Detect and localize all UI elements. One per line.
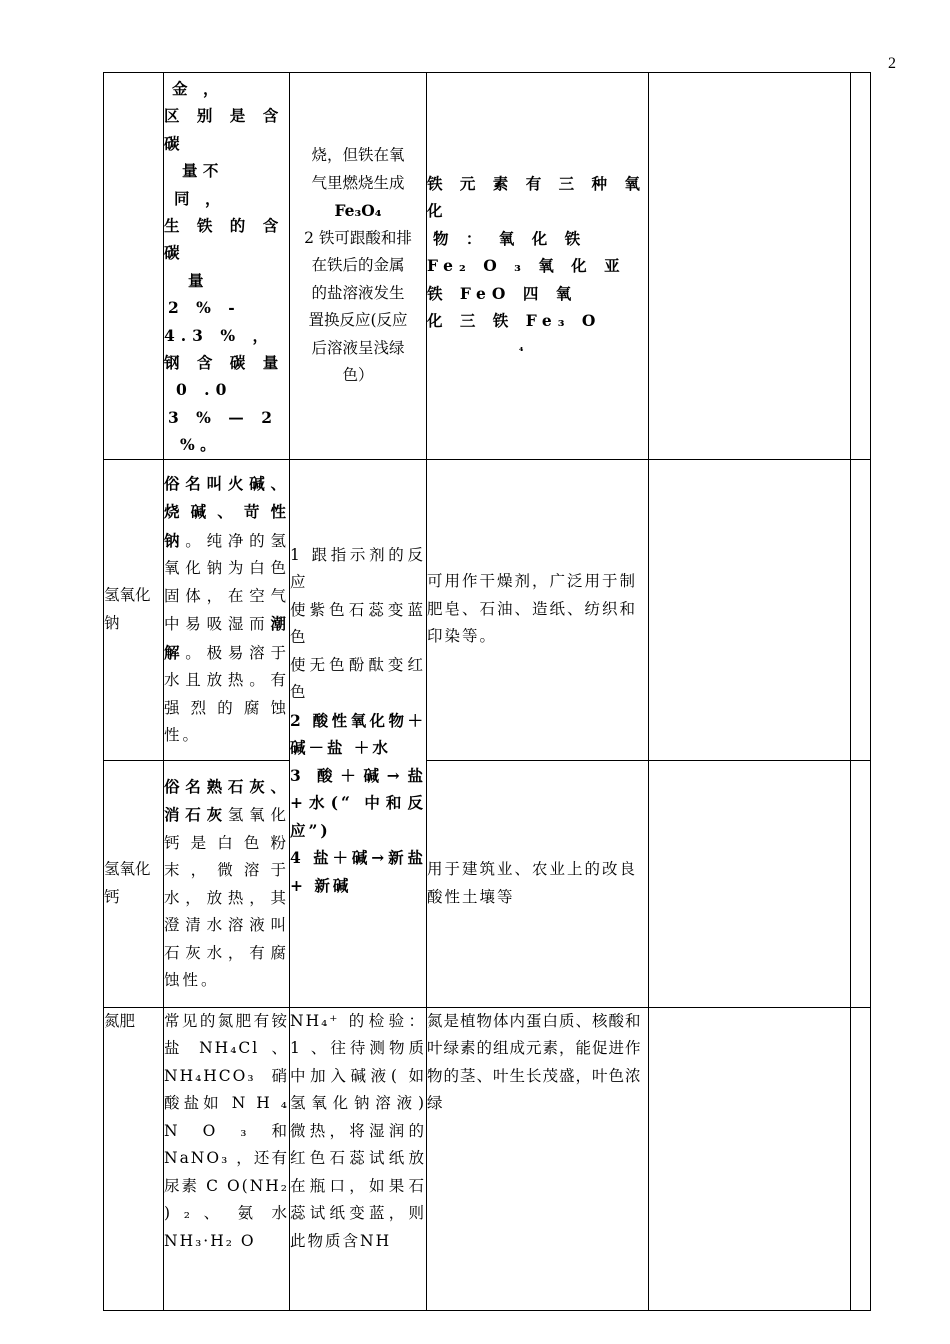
text-line: 4.3 % ，	[164, 325, 274, 345]
text-line: 化 三 铁 Fe₃ O	[427, 311, 602, 331]
cell-property-nitrogen: 常见的氮肥有铵盐 NH₄Cl 、NH₄HCO₃ 硝酸盐如 N H ₄ N O ₃ 和 NaNO₃ ，还有尿素 C O(NH₂ ) ₂ 、 氨 水 NH₃·H₂ O	[164, 1007, 290, 1310]
table-row-nitrogen	[104, 1007, 871, 1310]
cell-name-nitrogen: 氮肥	[104, 1007, 164, 1310]
cell-use-nitrogen: 氮是植物体内蛋白质、核酸和叶绿素的组成元素，能促进作物的茎、叶生长茂盛，叶色浓绿	[427, 1007, 649, 1310]
cell-margin-naoh	[851, 459, 871, 760]
text-line: 烧，但铁在氧	[311, 146, 405, 165]
text-line: 置换反应(反应	[308, 311, 408, 330]
text-line: 钢 含 碳 量	[164, 353, 285, 373]
cell-chem-nitrogen: NH₄⁺ 的检验：1 、往待测物质中加入碱液( 如氢氧化钠溶液) 微热，将湿润的红色石蕊试纸放在瓶口，如果石蕊试纸变蓝，则此物质含NH	[290, 1007, 427, 1310]
text-line: 1 跟指示剂的反应	[290, 545, 426, 592]
cell-note-naoh	[649, 459, 851, 760]
cell-note-iron	[649, 73, 851, 460]
text-line: ₄	[519, 342, 524, 354]
cell-chem-base	[290, 459, 427, 1007]
reference-table	[103, 72, 871, 1311]
page-number: 2	[888, 55, 896, 72]
text-line: 铁 元 素 有 三 种 氧 化	[427, 173, 646, 221]
text-line: 量 不	[182, 161, 219, 181]
cell-note-nitrogen	[649, 1007, 851, 1310]
cell-name-caoh: 氢氧化钙	[104, 760, 164, 1007]
emphasis-text: 潮解	[164, 614, 289, 662]
text-line: Fe₂ O ₃ 氧 化 亚	[427, 256, 626, 276]
cell-chem-iron	[290, 73, 427, 460]
text-line: 同 ，	[174, 188, 221, 208]
text-line: 在铁后的金属	[311, 256, 405, 275]
text-line: Fe₃O₄	[334, 201, 382, 221]
cell-margin-iron	[851, 73, 871, 460]
text-line: 物 ： 氧 化 铁	[433, 228, 587, 248]
table-row-iron	[104, 73, 871, 460]
text-line: 使紫色石蕊变蓝色	[290, 600, 426, 647]
property-text: 。纯净的氢氧化钠为白色固体，在空气中易吸湿而	[164, 531, 289, 634]
cell-property-naoh	[164, 459, 290, 760]
table-row-naoh	[104, 459, 871, 760]
alias-text: 俗名熟石灰、消石灰	[164, 776, 289, 825]
text-line: 金 ，	[172, 79, 219, 98]
cell-property-iron	[164, 73, 290, 460]
text-line: 气里燃烧生成	[311, 173, 405, 192]
cell-use-caoh: 用于建筑业、农业上的改良酸性土壤等	[427, 760, 649, 1007]
text-line: 区 别 是 含 碳	[164, 106, 285, 153]
text-line: 4 盐＋碱→新盐+ 新碱	[290, 848, 426, 895]
property-text: 氢氧化钙是白色粉末，微溶于水，放热，其澄清水溶液叫石灰水，有腐蚀性。	[164, 806, 289, 990]
cell-property-caoh	[164, 760, 290, 1007]
text-line: % 。	[180, 435, 216, 455]
text-line: 使无色酚酞变红色	[290, 655, 426, 702]
text-line: 2 % -	[168, 298, 241, 318]
text-line: 2 酸性氧化物＋碱－盐 ＋水	[290, 710, 426, 758]
cell-note-caoh	[649, 760, 851, 1007]
cell-margin-caoh	[851, 760, 871, 1007]
text-line: 3 % — 2	[168, 407, 278, 427]
cell-name-naoh: 氢氧化钠	[104, 459, 164, 760]
alias-text: 俗名叫火碱、烧碱、苛性钠	[164, 473, 289, 550]
cell-use-iron	[427, 73, 649, 460]
text-line: 生 铁 的 含 碳	[164, 216, 285, 263]
text-line: 2 铁可跟酸和排	[304, 228, 412, 247]
cell-name-iron	[104, 73, 164, 460]
property-text: 。极易溶于水且放热。有强烈的腐蚀性。	[164, 643, 289, 745]
text-line: 的盐溶液发生	[311, 283, 405, 302]
text-line: 0 .0	[176, 380, 233, 400]
text-line: 后溶液呈浅绿	[311, 338, 405, 357]
cell-margin-nitrogen	[851, 1007, 871, 1310]
text-line: 量	[188, 270, 204, 290]
text-line: 3 酸＋碱→盐+水(“ 中和反应”)	[290, 765, 426, 840]
cell-use-naoh: 可用作干燥剂，广泛用于制肥皂、石油、造纸、纺织和印染等。	[427, 459, 649, 760]
table-row-caoh	[104, 760, 871, 1007]
text-line: 色）	[342, 366, 374, 385]
text-line: 铁 FeO 四 氧	[427, 283, 578, 303]
